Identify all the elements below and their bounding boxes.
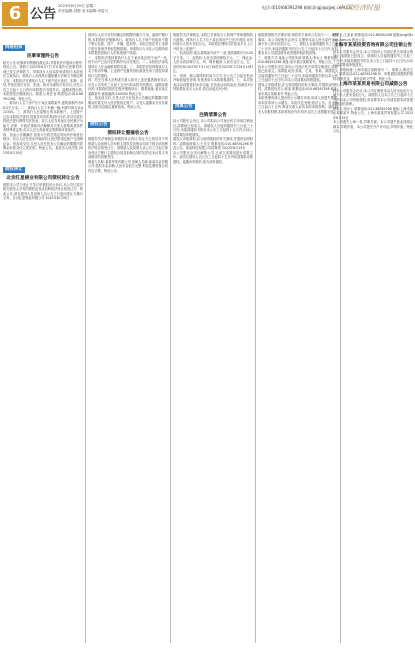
notice-paragraph: 借款人名称:某某贸易有限公司 担保人名称:某某实业有限公司 债权本金余额:人民币壹佰万元整 利息及费用按合同约定计算。特此公告。: [88, 159, 168, 173]
issue-meta: [58, 4, 108, 13]
notice-paragraph: 根据我国相关法律法规,现将有关事项公告如下:一、减资事项。本公司经股东会决议,注册资本由人民币壹仟万元减少至人民币伍佰万元。二、债权人自接到通知书之日起三十日内,未接到通知书的自公告之日起四十五日内,有权要求本公司清偿债务或者提供相应的担保。: [258, 33, 338, 55]
notice-paragraph: 一、被执行人名下房产位于某区某路某号,建筑面积约为96.5平方米。二、被执行人名下车辆一辆,车牌号码为京A12345。三、被执行人在某银行的存款账户。上述财产已由本院依法查封,现委托评估机构进行评估,评估完成后将依法进行网络司法拍卖。竞买人应当具备完全民事行为能力,法律、行政法规和司法解释对买受人资格或者条件有特殊规定的,竞买人应当具备规定的资格或者条件。: [3, 101, 83, 133]
notice-paragraph: 三、联系方式:某某公司财务部 联系人:李女士 联系电话:010-68391298 地址:某市某区某路某号。特此公告。: [258, 55, 338, 64]
notice-title: 注销清算公告: [199, 112, 227, 118]
notice-title: 债权转让暨催收公告: [107, 130, 149, 136]
page-header: [0, 0, 415, 30]
notice-paragraph: 债权人申报债权,应当说明债权的有关事项,并提供证明材料。清算组联系人:王先生 联系电话:010-68391298 特此公告。某某科技有限公司清算组 2023年6月29日: [173, 137, 253, 151]
notice-paragraph: 联系人:王某某 联系电话:010-68391298 邮箱:jingji@zjjwj.com.cn 特此公告。: [333, 33, 413, 42]
notice-paragraph: 联系人:刘女士 联系电话:021-68391298 地址:上海市某区某路某号 特此公告。上海市某某贸易有限公司 2023年6月29日: [333, 106, 413, 120]
column-5: [333, 33, 413, 645]
newspaper-brand: 中国经济时报: [338, 4, 380, 12]
column-4: [258, 33, 338, 645]
notice-title: 民事审理终公告: [26, 54, 60, 59]
notice-paragraph: 一、本院依法查封被执行人位于某市某区的不动产一处,该不动产已由评估机构作出评估报告。二、本院依法冻结被执行人在金融机构的存款。三、本院依法扣押被执行人名下机动车辆。上述财产处置所得价款优先用于清偿申请执行人的债权。: [88, 55, 168, 78]
notice-paragraph: 经公司股东会决议,本公司拟向公司登记机关申请注销登记,清算组已经成立。请债权人自接到通知书之日起三十日内,未接到通知书的自本公告之日起四十五日内,向本公司清算组申报债权。: [173, 119, 253, 137]
contact-info: 电话:(010)68391298 邮箱:jingji@zjjwj.com.cn: [262, 5, 352, 10]
issue-date: 2023年6月29日 星期二: [58, 4, 97, 8]
notice-title: 北京红星棉业有限公司债权转让公告: [6, 176, 80, 182]
column-2: [88, 33, 168, 645]
notice-paragraph: 债权人申报债权,应当说明债权的有关事项,并提供证明材料。清算组负责人:张某 联系电话:010-68391298 地址:某市某区某路某号 特此公告。: [258, 82, 338, 96]
notice-paragraph: 四、拍卖公告期满后,拍卖平台将在指定时间内开始竞价程序。竞买人应在拍卖开始前向人民法院指定账户交纳保证金。拍卖成交后,买受人应在拍卖公告确定的期限内将剩余价款交付人民法院。特此公告。某某市人民法院 2023年6月29日: [3, 132, 83, 155]
notice-paragraph: 本公司股东会决议解散公司,已成立清算组进行清算工作。请各位债权人自公告之日起四十五日内向清算组申报债权。逾期未申报的,视为放弃债权。: [173, 150, 253, 164]
notice-paragraph: 根据有关法律规定,本院已对被执行人的财产采取强制执行措施。被执行人名下位于某区的房产已依法查封,评估价格为人民币叁佰万元。本院将在网络司法拍卖平台上公开拍卖上述财产。: [173, 33, 253, 51]
notice-paragraph: 四、有关当事人及利害关系人如对上述处置措施有异议,可自公告发布之日起十五日内向本院书面提出。逾期未提出的,本院将依照法定程序继续执行。联系地址:某市某区某路某号 邮政编码:100000 特此公告。: [88, 78, 168, 96]
notice-paragraph: 根据有关法律规定和债权转让协议,转让方已将其对下列借款人及担保人享有的主债权及担保合同项下的全部权利依法转让给受让方。请借款人及担保人从公告之日起立即向受让方履行主债权合同及担保合同约定的还本付息义务或相应的担保责任。: [88, 137, 168, 160]
column-1: [3, 33, 83, 645]
header-rule: [2, 27, 413, 29]
notice-paragraph: 本院受理申请人提出的公示催告申请,申请人因遗失票据,向本院申请公示催告。本院决定受理,依法公告。自公告之日起六十日内,利害关系人应向本院申报权利。届时如无人申报权利,本院将依法作出判决,宣告上述票据无效。: [258, 96, 338, 114]
page-number: 6: [2, 2, 28, 26]
notice-paragraph: 六、咨询、展示看样的时间与方式:自公告之日起至拍卖开始前接受咨询,有意者请与本院联系看样。七、本次拍卖活动设置延时出价功能,在拍卖活动结束前,每最后5分钟如果有竞买人出价,将自动延迟5分钟。: [173, 73, 253, 91]
section-tag: 清算公告: [175, 103, 193, 109]
notice-paragraph: 一、拍卖标的:某区某路某号房产一套,建筑面积约为120平方米。二、起拍价:人民币贰佰肆拾万元。三、保证金:人民币贰拾肆万元。四、增价幅度:人民币壹万元。五、竞价时间:2023年7月15日10时至2023年7月16日10时止。: [173, 51, 253, 73]
notice-paragraph: 根据本公司与受让方签订的债权转让协议,本公司已将对相关债务人享有的债权及其从权利依法转让给受让方。特此公告,请各债务人及担保人自公告之日起向受让方履行义务。北京红星棉业有限公司 2023年6月29日: [3, 182, 83, 201]
section-title: 公告: [30, 7, 57, 22]
section-tag: 网络拍卖: [5, 45, 23, 50]
column-divider: [85, 33, 86, 643]
notice-paragraph: 经本公司股东决定,拟向公司登记机关申请注销登记,清算组已经成立。清算组成员:张某、王某、李某。请债权人自接到通知书之日起三十日内,未接到通知书的自本公告之日起四十五日内,向本公司清算组申报债权。: [258, 64, 338, 82]
notice-paragraph: 五、拍卖成交后,买受人应当在拍卖公告确定的期限内将剩余价款交付人民法院指定账户。买受人逾期未支付价款的,本院可以裁定重新拍卖。特此公告。: [88, 96, 168, 109]
notice-paragraph: 被执行人应当在判决确定的期限内履行义务。逾期不履行的,本院将依法强制执行。被执行人名下财产包括但不限于银行存款、房产、车辆、股权等。本院已依法对上述财产进行查询并采取控制措施。申请执行人可在公告期内向本院提供被执行人的其他财产线索。: [88, 33, 168, 55]
notice-paragraph: 相关公告:民事审判管辖权裁定(1)并将依法开展执行程序,特此公告。我院于2023年6月7日对本案作出民事判决,现已发生法律效力。申请执行人向本院申请执行,本院依法立案执行。被执行人未按执行通知履行法律文书确定的义务。本院依法对被执行人名下财产进行查封、扣押、冻结,并依法进行评估、拍卖。如对本案执行有异议,可在公告之日起十五日内向本院提出书面异议。逾期未提出的,本院将依法继续执行。联系人:张法官 联系电话:010-68391298。特此公告。: [3, 60, 83, 101]
section-tag: 债权公告: [90, 121, 108, 127]
issue-editors: 责任编辑:刘强 美术编辑:李雷凡: [58, 8, 109, 13]
notice-paragraph: 经本公司股东会决议,本公司注册资本由人民币伍佰万元减少至人民币壹佰万元。请债权人自本公告之日起四十五日内向本公司申报债权,有权要求本公司清偿债务或者提供相应的担保。: [333, 88, 413, 107]
notice-paragraph: 一、申报地址:上海市某区某路某号 二、联系人:陈先生 三、联系电话:021-68391298 四、申报债权须提供的资料:债权凭证、身份证明文件等。特此公告。: [333, 67, 413, 81]
notice-title: 上海市某某贸易有限公司减资公告: [338, 82, 408, 88]
notice-title: 上海市某某投资咨询有限公司注销公告: [333, 43, 413, 48]
section-tag: 债权转让: [5, 167, 23, 173]
column-divider: [170, 33, 171, 643]
column-3: [173, 33, 253, 645]
notice-paragraph: 经本公司股东会决议,本公司拟向公司登记机关申请注销登记,清算组已经成立。请债权人自接到通知书之日起三十日内,未接到通知书的自本公告之日起四十五日内,向本公司清算组申报债权。: [333, 49, 413, 68]
column-divider: [255, 33, 256, 643]
notice-paragraph: 本公司遗失公章一枚,声明作废。本公司遗失营业执照正副本,声明作废。本公司遗失开户许可证,声明作废。特此公告。: [333, 120, 413, 134]
